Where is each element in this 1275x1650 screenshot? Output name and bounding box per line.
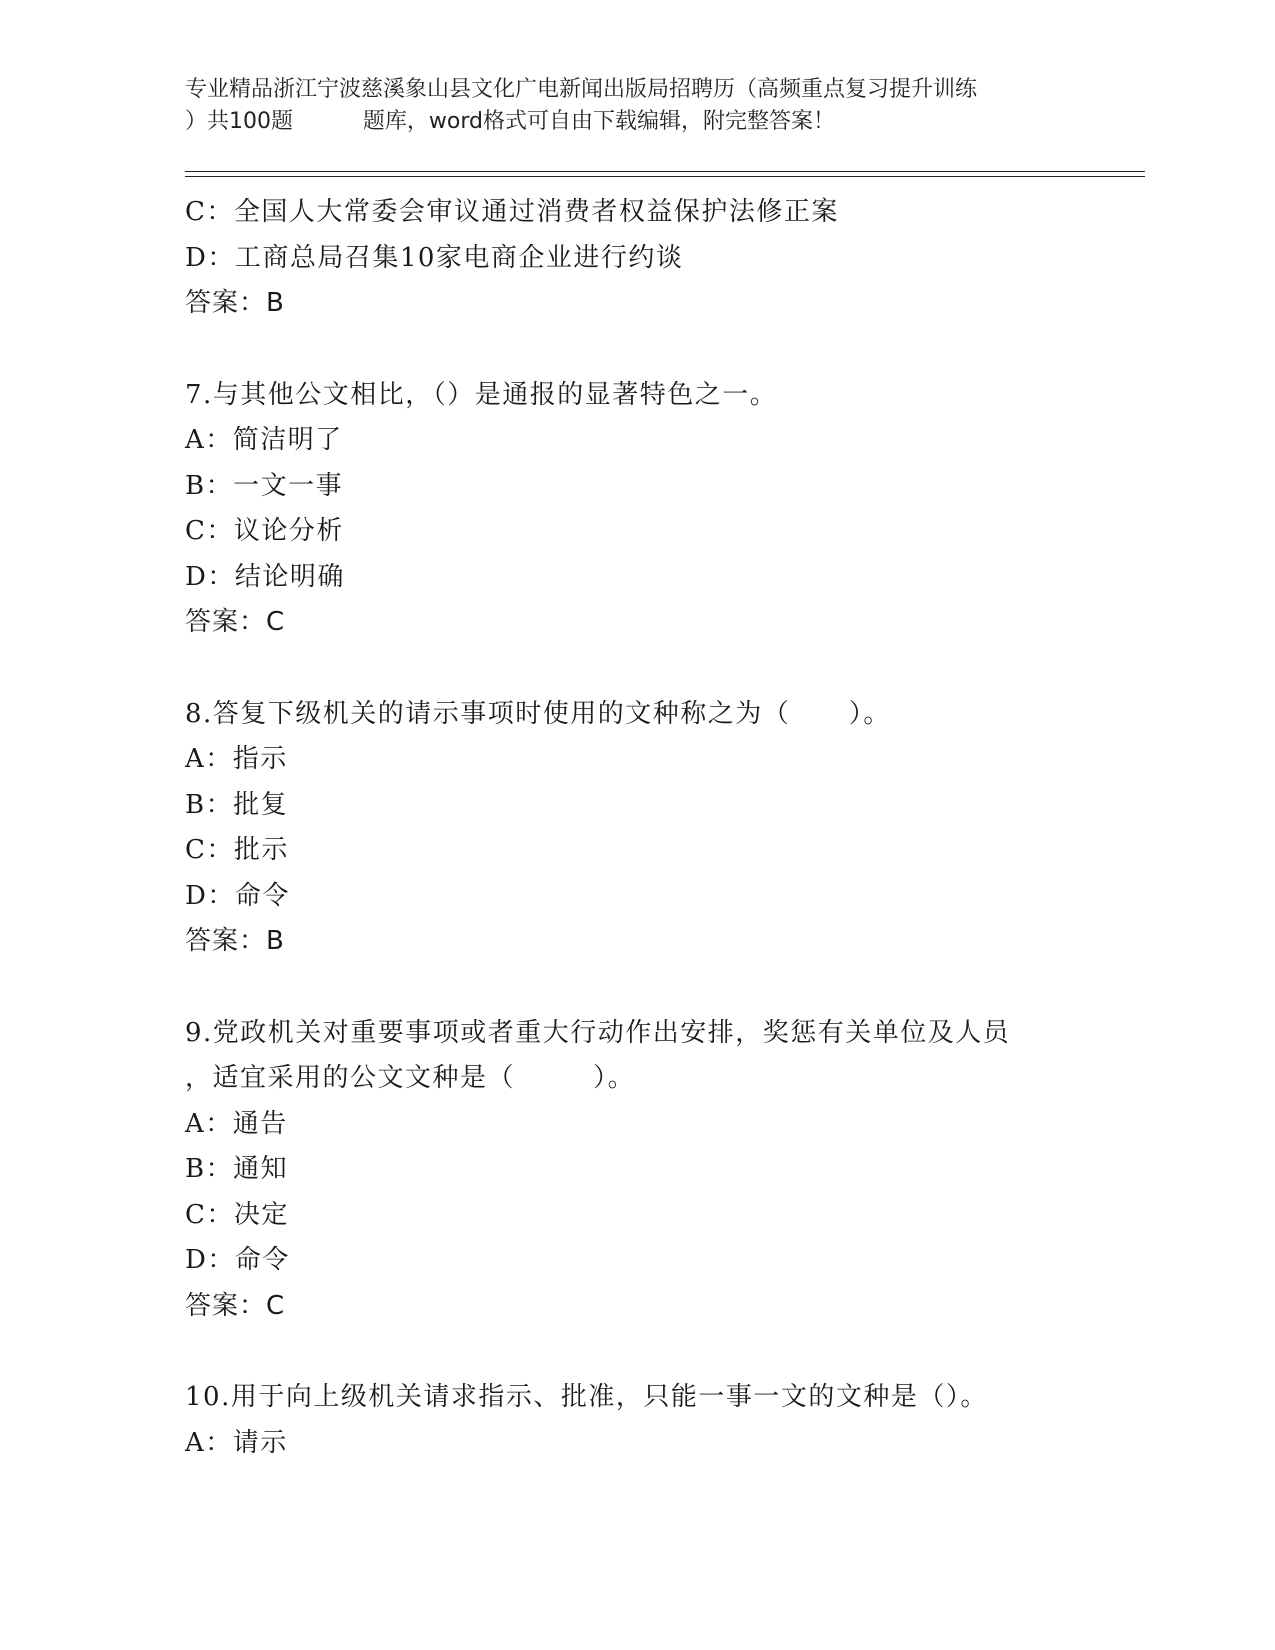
option-c: C：批示 [185, 835, 289, 865]
answer-line: 答案：B [185, 926, 285, 956]
header-rule-top [185, 171, 1145, 172]
header-title-line-2: ）共100题 题库，word格式可自由下载编辑，附完整答案！ [185, 109, 836, 134]
option-a: A：指示 [185, 744, 288, 774]
header-title-line-1: 专业精品浙江宁波慈溪象山县文化广电新闻出版局招聘历（高频重点复习提升训练 [185, 77, 978, 102]
option-b: B：通知 [185, 1154, 289, 1184]
option-a: A：简洁明了 [185, 425, 343, 455]
question-stem: 9.党政机关对重要事项或者重大行动作出安排，奖惩有关单位及人员 [185, 1017, 1011, 1048]
answer-line: 答案：C [185, 1290, 286, 1321]
option-b: B：批复 [185, 789, 289, 820]
question-block-6 [185, 190, 1145, 327]
question-block-9 [185, 1011, 1145, 1330]
block-gap [185, 327, 1145, 373]
answer-line: 答案：B [185, 288, 285, 318]
option-b: B：一文一事 [185, 470, 344, 501]
question-stem: 10.用于向上级机关请求指示、批准，只能一事一文的文种是（）。 [185, 1382, 988, 1412]
question-stem: 7.与其他公文相比，（）是通报的显著特色之一。 [185, 379, 778, 410]
question-block-8 [185, 692, 1145, 965]
option-d: D：命令 [185, 1245, 290, 1275]
option-c: C：全国人大常委会审议通过消费者权益保护法修正案 [185, 197, 839, 227]
block-gap [185, 1329, 1145, 1375]
option-d: D：结论明确 [185, 561, 345, 592]
option-d: D：工商总局召集10家电商企业进行约谈 [185, 242, 684, 273]
question-block-10 [185, 1375, 1145, 1466]
question-block-7 [185, 373, 1145, 646]
question-list [185, 190, 1145, 1466]
block-gap [185, 646, 1145, 692]
page-header [185, 74, 1085, 138]
question-stem: 8.答复下级机关的请示事项时使用的文种称之为（ ）。 [185, 698, 891, 729]
option-c: C：议论分析 [185, 516, 344, 546]
option-a: A：请示 [185, 1427, 288, 1458]
option-d: D：命令 [185, 880, 290, 911]
block-gap [185, 965, 1145, 1011]
header-rule-bottom [185, 176, 1145, 177]
option-c: C：决定 [185, 1199, 289, 1230]
question-stem-continued: ，适宜采用的公文文种是（ ）。 [185, 1063, 636, 1093]
option-a: A：通告 [185, 1108, 288, 1139]
answer-line: 答案：C [185, 607, 286, 637]
